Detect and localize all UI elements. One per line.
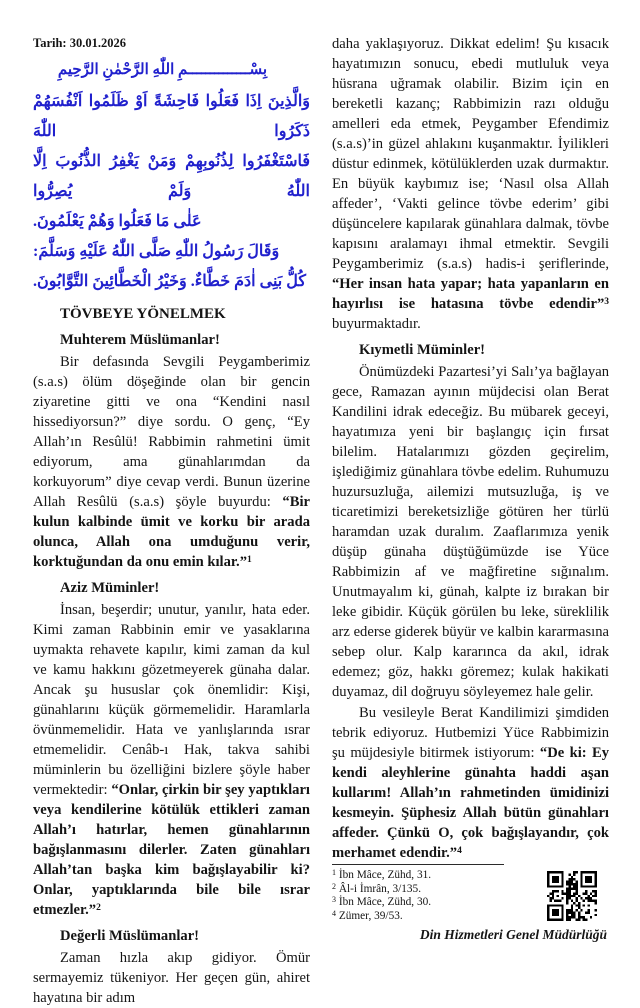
paragraph-5-text: Bu vesileyle Berat Kandilimizi şimdiden tebrik ediyoruz. Hutbemizi Yüce Rabbimizin şu müjdesiyle bitirmek istiyorum: (332, 705, 609, 761)
paragraph-1 (33, 352, 310, 572)
footnote-1-text: İbn Mâce, Zühd, 31. (338, 869, 432, 881)
two-column-layout (33, 34, 609, 1006)
right-column (332, 34, 609, 943)
footnote-4-num: 4 (332, 908, 336, 918)
footnote-2 (332, 883, 504, 897)
bismillah-calligraphy: بِسْــــــــــــــمِ اللّٰهِ الرَّحْمٰنِ الرَّحِيمِ (57, 62, 268, 78)
greeting-muhterem: Muhterem Müslümanlar! (60, 332, 220, 348)
arabic-hadith-intro-line: وَقَالَ رَسُولُ اللّٰهِ صَلَّى اللّٰهُ عَلَيْهِ وَسَلَّمَ: (33, 243, 280, 260)
footnote-4 (332, 910, 504, 924)
footnote-2-num: 2 (332, 881, 336, 891)
paragraph-3: Zaman hızla akıp gidiyor. Ömür sermayemiz tükeniyor. Her geçen gün, ahiret hayatına bir adım (33, 950, 310, 1006)
paragraph-2-text: İnsan, beşerdir; unutur, yanılır, hata eder. Kimi zaman Rabbinin emir ve yasaklarına uymakta rehavete kapılır, kimi zaman da kul ve kamu hakkını gözetmeyerek günaha dalar. Ancak şu hususlar çok önemlidir: Kişi, günahlarını küçük görmemelidir. Haramlarla övünmemelidir. Hata ve yanlışlarında ısrar etmemelidir. Cenâb-ı Hak, takva sahibi müminlerin bu özelliğini bizlere şöyle haber vermektedir: (33, 602, 310, 798)
arabic-verse-line: فَاسْتَغْفَرُوا لِذُنُوبِهِمْ وَمَنْ يَغْفِرُ الذُّنُوبَ اِلَّا اللّٰهُ وَلَمْ يُصِرُّوا (33, 153, 310, 200)
footnote-list (332, 864, 504, 923)
paragraph-3-cont-quote: “Her insan hata yapar; hata yapanların en hayırlısı ise hatasına tövbe edendir” (332, 276, 609, 312)
footnote-3-num: 3 (332, 895, 336, 905)
paragraph-5-quote: “De ki: Ey kendi aleyhlerine günahta haddi aşan kullarım! Allah’ın rahmetinden ümidinizi kesmeyin. Şüphesiz Allah bütün günahları affeder. Çünkü O, çok bağışlayandır, çok merhamet edendir.” (332, 745, 609, 861)
arabic-verse-line: وَالَّذِينَ اِذَا فَعَلُوا فَاحِشَةً اَوْ ظَلَمُوا اَنْفُسَهُمْ ذَكَرُوا اللّٰهَ (33, 93, 310, 140)
arabic-verse-block (33, 87, 310, 297)
paragraph-3-cont-text: daha yaklaşıyoruz. Dikkat edelim! Şu kısacık hayatımızın sonucu, ebedi mutluluk veya hüsrana uğramak olabilir. Bizim için en bereketli kazanç; Rabbimizin razı olduğu amelleri eda etmek, Peygamber Efendimiz (s.a.s)’in güzel ahlakını kuşanmaktır. İyilikleri düstur edinmek, kötülüklerden uzak durmaktır. En büyük kaybımız ise; ‘Nasıl olsa Allah affeder’, ‘Vakti gelince tövbe ederim’ gibi düşüncelere kapılarak günahlara dalmak, tövbe kapısını aralamayı ihmal etmektir. Sevgili Peygamberimiz (s.a.s) hadis-i şeriflerinde, (332, 36, 609, 272)
paragraph-3-continued (332, 34, 609, 334)
footnote-ref-4: 4 (457, 846, 462, 856)
greeting-kiymetli: Kıymetli Müminler! (359, 342, 486, 358)
left-column (33, 34, 310, 1006)
greeting-aziz: Aziz Müminler! (60, 580, 160, 596)
footnote-3 (332, 896, 504, 910)
footnote-3-text: İbn Mâce, Zühd, 30. (338, 896, 432, 909)
footnote-1-num: 1 (332, 868, 336, 877)
sermon-title: TÖVBEYE YÖNELMEK (60, 306, 226, 322)
footnote-4-text: Zümer, 39/53. (338, 909, 403, 922)
footnote-ref-2: 2 (96, 903, 101, 913)
paragraph-1-quote: “Bir kulun kalbinde ümit ve korku bir arada olunca, Allah ona umduğunu verir, korktuğundan da onu emin kılar.” (33, 494, 310, 570)
greeting-degerli: Değerli Müslümanlar! (60, 928, 200, 944)
footnote-1 (332, 869, 504, 883)
footnote-ref-1: 1 (247, 555, 252, 565)
footnote-area (332, 864, 609, 923)
footnote-ref-3: 3 (604, 297, 609, 307)
footnote-2-text: Âl-i İmrân, 3/135. (338, 882, 422, 895)
arabic-verse-line: عَلٰى مَا فَعَلُوا وَهُمْ يَعْلَمُونَ. (33, 213, 202, 230)
paragraph-4: Önümüzdeki Pazartesi’yi Salı’ya bağlayan gece, Ramazan ayının müjdecisi olan Berat Kandilini idrak edeceğiz. Bu mübarek geceyi, hayatımıza yeni bir başlangıç için fırsat bilelim. Hatalarımızı gözden geçirelim, işlediğimiz günahlara tövbe edelim. Ruhumuzu huzursuzluğa, ailemizi mutsuzluğa, iş ve ticaretimizi bereketsizliğe götüren her türlü haramdan uzak duralım. Zaaflarımıza yenik düşüp günaha düştüğümüzde ise Yüce Rabbimizin af ve mağfiretine sığınalım. Unutmayalım ki, günah, kalpte iz bırakan bir leke gibidir. Küçük görülen bu leke, süreklilik arz ederse giderek büyür ve kalbin kararmasına sebep olur. Kalp kararınca da akıl, idrak edemez; göz, hakkı göremez; kulak hakikati duyamaz, dil doğruyu söyleyemez hale gelir. (332, 364, 609, 700)
paragraph-2-quote: “Onlar, çirkin bir şey yaptıkları veya kendilerine kötülük ettikleri zaman Allah’ı hatırlar, hemen günahlarının bağışlanmasını dilerler. Zaten günahları Allah’tan başka kim bağışlayabilir ki? Onlar, yaptıklarında bile bile ısrar etmezler.” (33, 782, 310, 918)
qr-code (547, 871, 597, 921)
issuer-signature: Din Hizmetleri Genel Müdürlüğü (419, 927, 607, 943)
date-line: Tarih: 30.01.2026 (33, 36, 126, 50)
arabic-hadith-line: كُلُّ بَنِى اٰدَمَ خَطَّاءٌ. وَخَيْرُ الْخَطَّائِينَ التَّوَّابُونَ. (33, 273, 306, 290)
paragraph-5 (332, 703, 609, 863)
paragraph-1-text: Bir defasında Sevgili Peygamberimiz (s.a.s) ölüm döşeğinde olan bir gencin ziyaretine gitti ve ona “Kendini nasıl hissediyorsun?” diye sordu. O genç, “Ey Allah’ın Resûlü! Rabbimin rahmetini ümit ediyorum, ama günahlarımdan da korkuyorum” diye cevap verdi. Bunun üzerine Allah Resûlü (s.a.s) şöyle buyurdu: (33, 354, 310, 510)
paragraph-3-cont-tail: buyurmaktadır. (332, 316, 421, 332)
paragraph-2 (33, 600, 310, 920)
